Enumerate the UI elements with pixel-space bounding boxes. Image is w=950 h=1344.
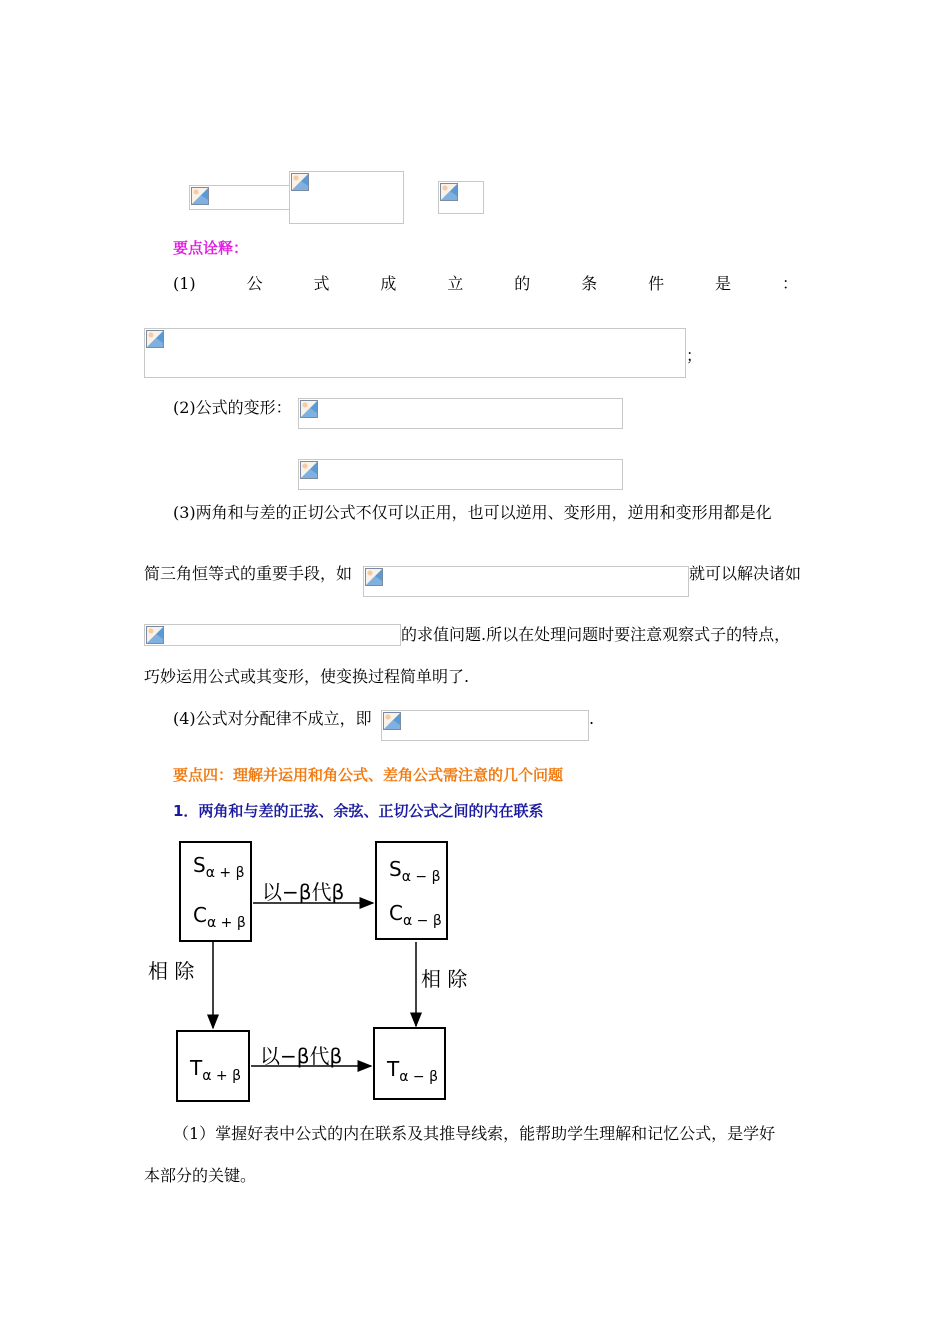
box-diff-tan [373,1027,446,1100]
subheading-1: 1．两角和与差的正弦、余弦、正切公式之间的内在联系 [173,802,544,820]
formula-image [438,181,484,214]
formula-image [298,398,623,429]
item1-char: ： [781,274,798,293]
item1-char: 条 [581,274,598,293]
broken-image-icon [300,461,318,479]
section4-heading: 要点四：理解并运用和角公式、差角公式需注意的几个问题 [173,766,564,784]
formula-image [289,171,404,224]
broken-image-icon [440,183,458,201]
box-sum-tan [176,1030,250,1102]
formula-image [381,710,589,741]
item4-post: . [589,709,595,728]
broken-image-icon [365,568,383,586]
item2-label: (2)公式的变形： [173,398,292,417]
para1-line2: 本部分的关键。 [144,1166,257,1185]
item1-line [173,274,798,294]
formula-subscript: α − β [399,1069,439,1085]
item3-line4: 巧妙运用公式或其变形，使变换过程简单明了. [144,667,470,686]
item1-char: 是 [715,274,732,293]
right-divide-label: 相 除 [421,967,468,991]
formula-t-symbol: T [190,1056,203,1080]
item3-line1: (3)两角和与差的正切公式不仅可以正用，也可以逆用、变形用，逆用和变形用都是化 [173,503,772,522]
formula-c-symbol: C [193,903,207,927]
item1-char: 的 [514,274,531,293]
formula-s-symbol: S [389,857,402,881]
formula-image [298,459,623,490]
broken-image-icon [383,712,401,730]
formula-subscript: α + β [206,915,246,931]
para1-line1: （1）掌握好表中公式的内在联系及其推导线索，能帮助学生理解和记忆公式，是学好 [173,1124,776,1143]
item3-line3-post: 的求值问题.所以在处理问题时要注意观察式子的特点， [401,625,791,644]
arrow-top-label: 以−β代β [262,880,345,904]
item1-char: 立 [447,274,464,293]
formula-image [144,624,401,646]
item1-char: 件 [648,274,665,293]
item1-char: 式 [313,274,330,293]
box-sum-sin-cos [179,841,252,942]
broken-image-icon [291,173,309,191]
formula-image [144,328,686,378]
formula-c-symbol: C [389,901,403,925]
left-divide-label: 相 除 [148,959,195,983]
formula-s-symbol: S [193,853,206,877]
formula-subscript: α − β [401,869,441,885]
item4-pre: (4)公式对分配律不成立，即 [173,709,372,728]
broken-image-icon [191,187,209,205]
item1-char: 成 [380,274,397,293]
item1-char: (1) [173,274,196,293]
box-diff-sin-cos [375,841,448,940]
broken-image-icon [300,400,318,418]
formula-t-symbol: T [387,1057,400,1081]
formula-subscript: α − β [402,913,442,929]
item3-line2-pre: 简三角恒等式的重要手段，如 [144,564,353,583]
broken-image-icon [146,626,164,644]
arrow-bottom-label: 以−β代β [260,1044,343,1068]
notes-heading: 要点诠释： [173,239,249,257]
formula-subscript: α + β [205,865,245,881]
formula-image [189,185,290,210]
formula-subscript: α + β [202,1068,242,1084]
item1-char: 公 [246,274,263,293]
broken-image-icon [146,330,164,348]
item3-line2-post: 就可以解决诸如 [689,564,802,583]
formula-image [363,566,689,597]
item1-suffix: ； [686,346,703,365]
